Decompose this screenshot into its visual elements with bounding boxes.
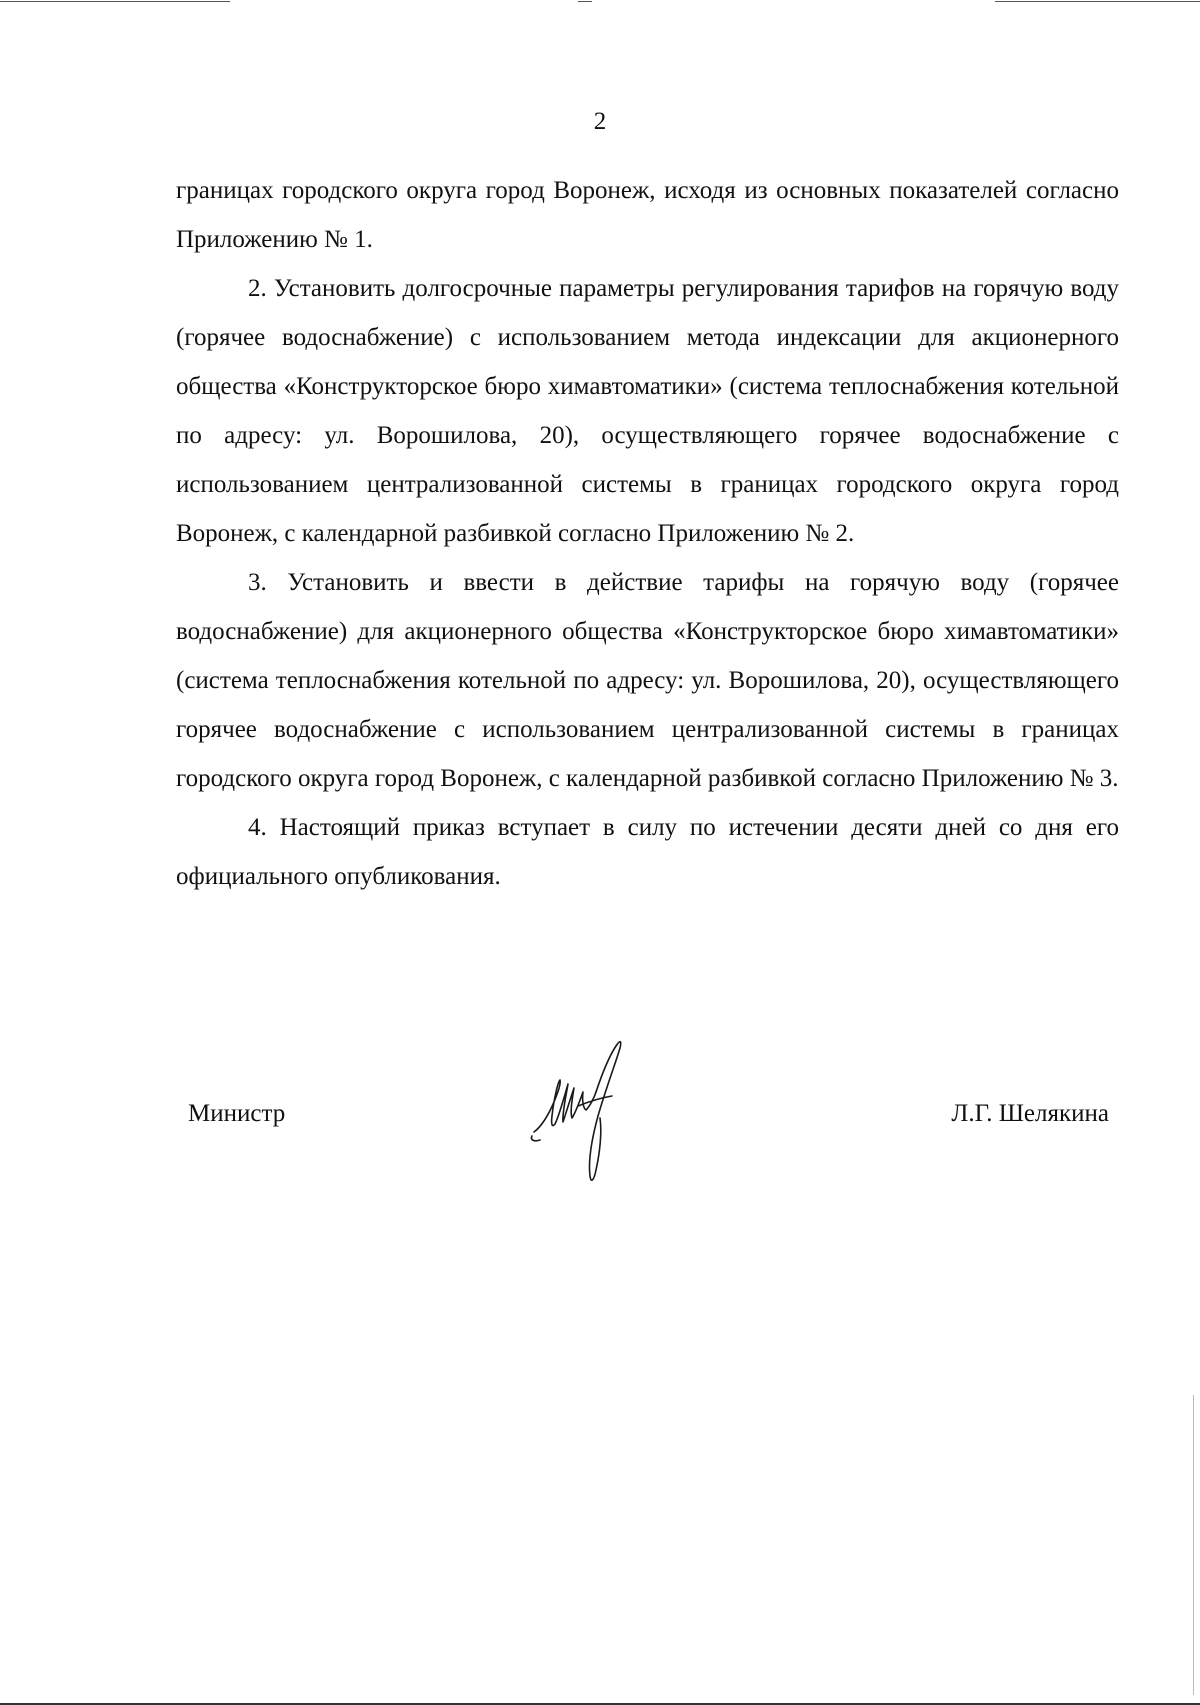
signatory-title: Министр: [188, 1100, 286, 1127]
scan-artifact-line: [0, 1, 230, 2]
scan-artifact-line: [1193, 1395, 1194, 1695]
scan-artifact-line: [995, 1, 1200, 2]
scan-artifact-line: [578, 1, 592, 2]
paragraph-item-2: 2. Установить долгосрочные параметры регулирования тарифов на горячую воду (горячее водоснабжение) с использованием метода индексации для акционерного общества «Конструкторское бюро химавтоматики» (система теплоснабжения котельной по адресу: ул. Ворошилова, 20), осуществляющего горячее водоснабжение с использованием централизованной системы в границах городского округа город Воронеж, с календарной разбивкой согласно Приложению № 2.: [176, 275, 1119, 547]
document-body: [176, 166, 1119, 901]
paragraph-item-4: 4. Настоящий приказ вступает в силу по истечении десяти дней со дня его официального опубликования.: [176, 814, 1119, 890]
signatory-name: Л.Г. Шелякина: [951, 1100, 1109, 1127]
paragraph-continuation: границах городского округа город Воронеж, исходя из основных показателей согласно Приложению № 1.: [176, 177, 1119, 253]
page-number: 2: [593, 108, 607, 135]
paragraph-item-3: 3. Установить и ввести в действие тарифы на горячую воду (горячее водоснабжение) для акционерного общества «Конструкторское бюро химавтоматики» (система теплоснабжения котельной по адресу: ул. Ворошилова, 20), осуществляющего горячее водоснабжение с использованием централизованной системы в границах городского округа город Воронеж, с календарной разбивкой согласно Приложению № 3.: [176, 569, 1119, 792]
handwritten-signature-icon: [528, 1036, 648, 1196]
